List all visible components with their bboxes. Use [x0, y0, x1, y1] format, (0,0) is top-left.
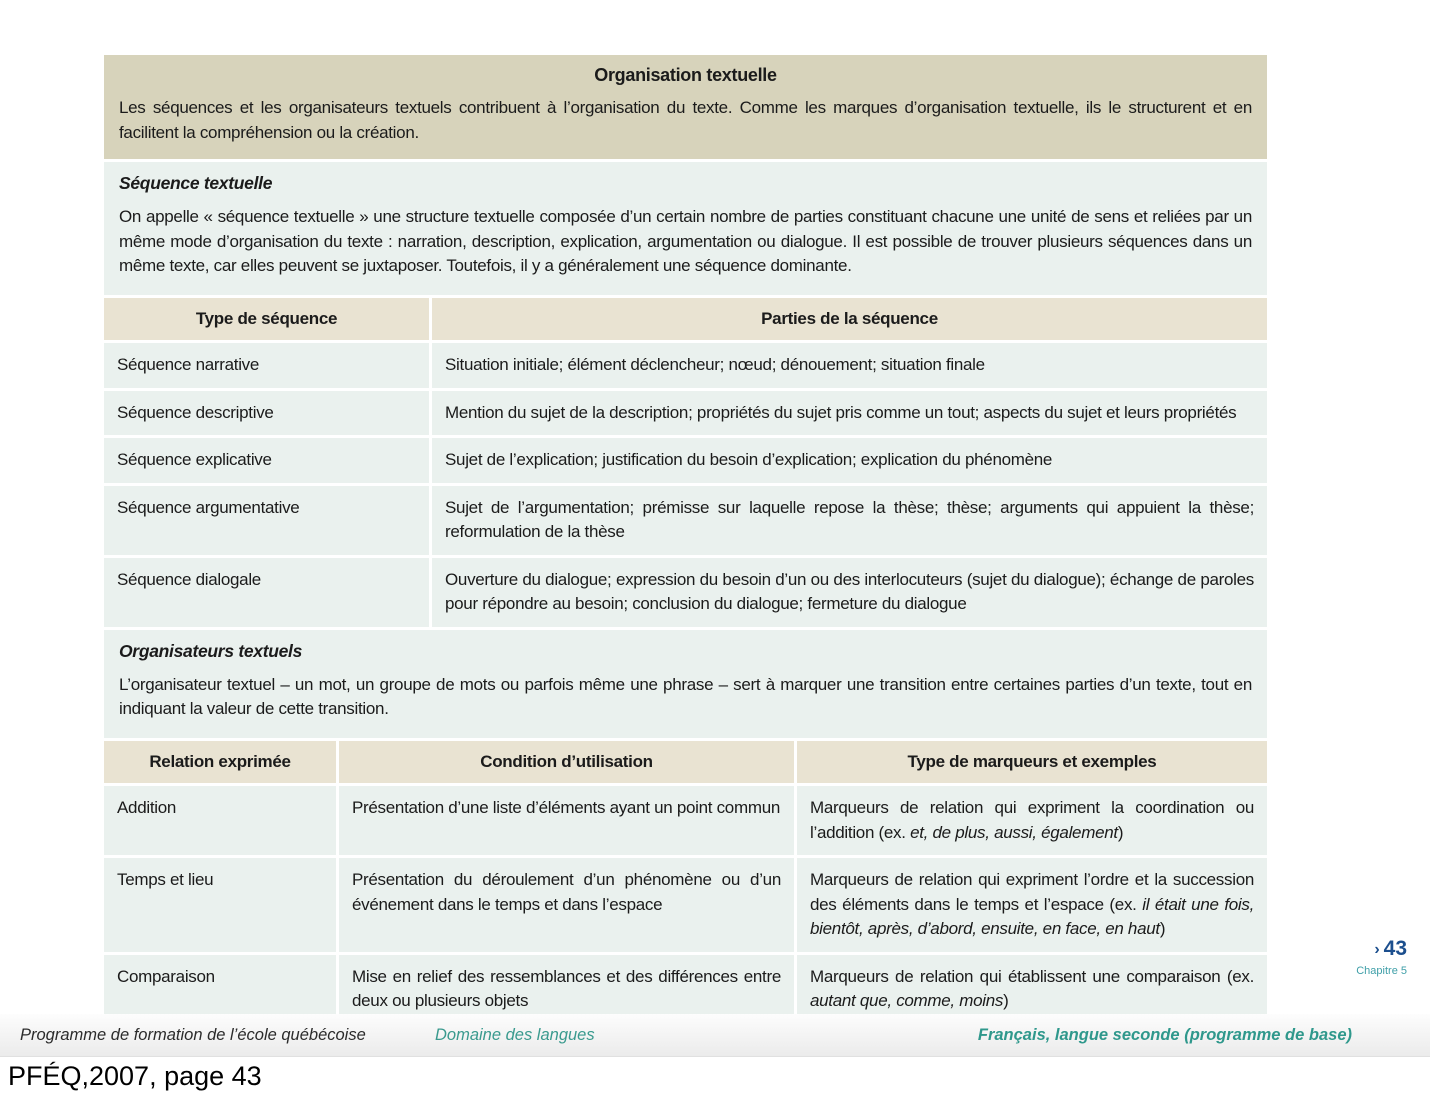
table-cell: Séquence argumentative	[104, 486, 429, 555]
table-header-row	[104, 741, 1267, 784]
table-row	[104, 391, 1267, 436]
table-cell: Comparaison	[104, 955, 336, 1024]
table-cell: Ouverture du dialogue; expression du besoin d’un ou des interlocuteurs (sujet du dialogue); échange de paroles pour répondre au besoin; conclusion du dialogue; fermeture du dialogue	[432, 558, 1267, 627]
table-row	[104, 438, 1267, 483]
table-cell: Marqueurs de relation qui expriment la coordination ou l’addition (ex. et, de plus, aussi, également)	[797, 786, 1267, 855]
table-header-row	[104, 298, 1267, 341]
footer-domain: Domaine des langues	[435, 1026, 595, 1044]
intro-paragraph: Les séquences et les organisateurs textuels contribuent à l’organisation du texte. Comme les marques d’organisation textuelle, ils le structurent et en facilitent la compréhension ou la création.	[119, 98, 1252, 142]
column-header: Condition d’utilisation	[339, 741, 794, 784]
column-header: Type de marqueurs et exemples	[797, 741, 1267, 784]
table-cell: Séquence descriptive	[104, 391, 429, 436]
page-number-value: 43	[1383, 937, 1407, 960]
table-cell: Marqueurs de relation qui expriment l’ordre et la succession des éléments dans le temps et l’espace (ex. il était une fois, bientôt, après, d’abord, ensuite, en face, en haut)	[797, 858, 1267, 952]
table-row	[104, 486, 1267, 555]
organisateurs-textuels-heading: Organisateurs textuels	[119, 640, 303, 661]
table-cell: Présentation d’une liste d’éléments ayant un point commun	[339, 786, 794, 855]
sequence-table	[104, 298, 1267, 627]
sequence-textuelle-heading: Séquence textuelle	[119, 173, 273, 193]
page-title: Organisation textuelle	[594, 65, 777, 85]
page-marker	[1295, 937, 1407, 977]
organisateurs-textuels-paragraph: L’organisateur textuel – un mot, un groupe de mots ou parfois même une phrase – sert à marquer une transition entre certaines parties d’un texte, tout en indiquant la valeur de cette transition.	[119, 674, 1252, 718]
table-cell: Marqueurs de relation qui établissent une comparaison (ex. autant que, comme, moins)	[797, 955, 1267, 1024]
sequence-textuelle-section	[104, 162, 1267, 295]
table-cell: Temps et lieu	[104, 858, 336, 952]
organisateurs-textuels-section	[104, 630, 1267, 738]
table-cell: Addition	[104, 786, 336, 855]
footer-band	[0, 1014, 1430, 1057]
table-row	[104, 343, 1267, 388]
table-row	[104, 786, 1267, 855]
organizers-table	[104, 741, 1267, 1024]
chevron-right-icon: ›	[1374, 941, 1380, 958]
document-page	[104, 55, 1267, 1024]
table-cell: Séquence narrative	[104, 343, 429, 388]
table-cell: Séquence explicative	[104, 438, 429, 483]
source-caption: PFÉQ,2007, page 43	[8, 1061, 262, 1091]
column-header: Relation exprimée	[104, 741, 336, 784]
table-cell: Séquence dialogale	[104, 558, 429, 627]
column-header: Parties de la séquence	[432, 298, 1267, 341]
page-number	[1295, 937, 1407, 963]
table-cell: Sujet de l’argumentation; prémisse sur laquelle repose la thèse; thèse; arguments qui appuient la thèse; reformulation de la thèse	[432, 486, 1267, 555]
table-cell: Présentation du déroulement d’un phénomène ou d’un événement dans le temps et dans l’espace	[339, 858, 794, 952]
footer-program-title: Programme de formation de l’école québécoise	[20, 1026, 366, 1044]
column-header: Type de séquence	[104, 298, 429, 341]
table-row	[104, 858, 1267, 952]
chapter-label: Chapitre 5	[1356, 965, 1407, 977]
footer-course: Français, langue seconde (programme de base)	[977, 1026, 1352, 1044]
table-cell: Mention du sujet de la description; propriétés du sujet pris comme un tout; aspects du sujet et leurs propriétés	[432, 391, 1267, 436]
sequence-textuelle-paragraph: On appelle « séquence textuelle » une structure textuelle composée d’un certain nombre de parties constituant chacune une unité de sens et reliées par un même mode d’organisation du texte : narration, description, explication, argumentation ou dialogue. Il est possible de trouver plusieurs séquences dans un même texte, car elles peuvent se juxtaposer. Toutefois, il y a généralement une séquence dominante.	[119, 207, 1252, 275]
table-cell: Situation initiale; élément déclencheur; nœud; dénouement; situation finale	[432, 343, 1267, 388]
table-cell: Sujet de l’explication; justification du besoin d’explication; explication du phénomène	[432, 438, 1267, 483]
table-row	[104, 558, 1267, 627]
organisation-textuelle-band	[104, 55, 1267, 159]
table-cell: Mise en relief des ressemblances et des différences entre deux ou plusieurs objets	[339, 955, 794, 1024]
